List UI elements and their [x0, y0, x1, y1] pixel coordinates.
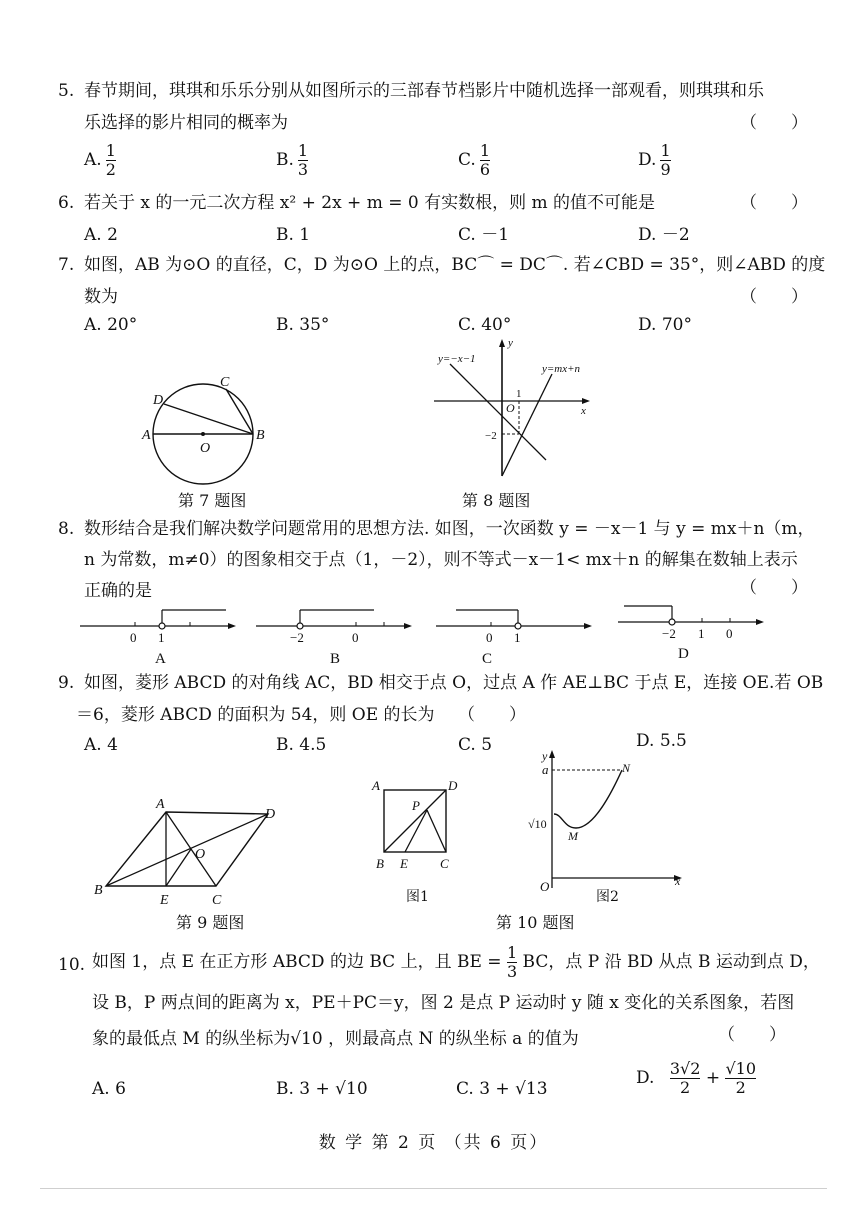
q8-answer-paren: （ ） [740, 578, 808, 598]
q10-option-c: C. 3 + √13 [456, 1079, 548, 1099]
q10-fig1-caption: 图1 [406, 889, 429, 905]
q8-line3: 正确的是 [84, 581, 152, 601]
q7-option-d: D. 70° [638, 315, 692, 335]
q10-answer-paren: （ ） [718, 1025, 786, 1045]
q8-tick-minus2: −2 [485, 430, 497, 442]
q9-rhombus-figure [92, 794, 292, 914]
q5-option-label: A. [84, 150, 102, 170]
q10-fig2-caption: 图2 [596, 889, 619, 905]
q5-option-numerator: 1 [297, 141, 309, 160]
q10-option-d-frac2 [725, 1060, 756, 1097]
q10-fig1-label-c: C [440, 856, 449, 871]
q10-fig1-label-d: D [448, 778, 458, 793]
q9-label-c: C [212, 893, 222, 908]
q10-fig1-label-e: E [400, 856, 408, 871]
q5-option-label: C. [458, 150, 476, 170]
q10-fig2-sqrt10: √10 [528, 817, 547, 831]
q6-answer-paren: （ ） [740, 193, 808, 213]
q5-option-fraction [106, 142, 116, 179]
q10-option-a: A. 6 [92, 1079, 126, 1099]
q10-fig1-square [370, 776, 460, 876]
q10-fig1-label-b: B [376, 856, 384, 871]
q5-option-denominator: 9 [660, 160, 671, 179]
q10-fig2-x-label: x [675, 874, 681, 888]
q9-option-d: D. 5.5 [636, 731, 687, 751]
q7-label-o: O [200, 441, 211, 456]
q10-d-d1: 2 [680, 1078, 691, 1097]
q5-option-numerator: 1 [660, 141, 671, 160]
q7-option-c: C. 40° [458, 315, 512, 335]
q8-b-tick-m2: −2 [290, 630, 304, 645]
q6-option-b: B. 1 [276, 225, 311, 245]
q9-line2: ＝6，菱形 ABCD 的面积为 54，则 OE 的长为 [76, 705, 435, 725]
q10-d-plus: + [705, 1068, 721, 1088]
q7-label-c: C [220, 375, 230, 390]
q9-option-b: B. 4.5 [276, 735, 327, 755]
q8-line2: n 为常数，m≠0）的图象相交于点（1，－2），则不等式－x－1< mx＋n 的解集在数轴上表示 [84, 550, 798, 570]
q6-option-c: C. －1 [458, 225, 510, 245]
q7-label-b: B [256, 428, 265, 443]
q5-number: 5. [58, 81, 75, 101]
q5-option-fraction [480, 142, 490, 179]
q5-option-numerator: 1 [105, 141, 116, 160]
q10-d-d2: 2 [735, 1078, 746, 1097]
q8-d-tick-1: 1 [698, 626, 705, 641]
q10-fig1-label-a: A [372, 778, 380, 793]
q5-option-denominator: 3 [297, 160, 309, 179]
q9-number: 9. [58, 673, 75, 693]
q6-number: 6. [58, 193, 75, 213]
q10-fig2-m-label: M [568, 829, 578, 843]
q8-a-letter: A [155, 651, 166, 667]
q5-option-b [276, 142, 308, 179]
q10-frac-one-third [507, 944, 517, 981]
q10-figure-caption: 第 10 题图 [496, 913, 575, 932]
q7-figure-caption: 第 7 题图 [178, 491, 247, 510]
q8-d-letter: D [678, 646, 689, 662]
q7-circle-figure [140, 370, 280, 490]
q9-figure-caption: 第 9 题图 [176, 913, 245, 932]
q6-option-d: D. －2 [638, 225, 690, 245]
q5-option-label: B. [276, 150, 294, 170]
q5-option-fraction [660, 142, 670, 179]
q10-line1 [92, 944, 820, 981]
q8-numberline-c [436, 600, 596, 666]
q5-option-a [84, 142, 116, 179]
q10-number: 10. [58, 955, 86, 975]
q9-option-c: C. 5 [458, 735, 493, 755]
q5-option-label: D. [638, 150, 657, 170]
q5-option-c [458, 142, 490, 179]
q8-c-letter: C [482, 651, 493, 667]
q10-fig2-graph [520, 748, 690, 898]
q10-line1-b: BC，点 P 沿 BD 从点 B 运动到点 D， [522, 952, 820, 972]
q8-d-tick-m2: −2 [662, 626, 676, 641]
q8-d-tick-0: 0 [726, 626, 733, 641]
q5-option-fraction [298, 142, 308, 179]
q5-answer-paren: （ ） [740, 113, 808, 133]
q10-fig2-origin: O [540, 879, 550, 894]
q10-frac-num: 1 [506, 943, 518, 962]
q10-fig2-a-label: a [542, 762, 549, 777]
q8-numberline-d [618, 596, 778, 662]
q7-line2: 数为 [84, 287, 118, 307]
q9-line1: 如图，菱形 ABCD 的对角线 AC，BD 相交于点 O，过点 A 作 AE⊥BC 于点 E，连接 OE.若 OB [84, 673, 824, 693]
q10-option-d [636, 1060, 756, 1097]
q8-origin-label: O [506, 401, 515, 415]
q9-label-a: A [156, 797, 165, 812]
q9-answer-paren: （ ） [458, 705, 526, 725]
q8-tick-1: 1 [516, 388, 522, 400]
q10-fig2-y-label: y [542, 749, 548, 763]
q7-line1: 如图，AB 为⊙O 的直径，C，D 为⊙O 上的点，BC⌒ = DC⌒. 若∠CBD = 35°，则∠ABD 的度 [84, 255, 826, 275]
q8-line2-label: y=mx+n [542, 363, 581, 375]
q8-graph-figure [430, 336, 600, 486]
q10-d-n2: √10 [725, 1059, 757, 1078]
q8-b-tick-0: 0 [352, 630, 359, 645]
q10-line2: 设 B，P 两点间的距离为 x，PE＋PC＝y，图 2 是点 P 运动时 y 随 x 变化的关系图象，若图 [92, 993, 795, 1013]
q10-option-d-frac1 [670, 1060, 701, 1097]
q8-numberline-b [256, 600, 416, 666]
q7-option-b: B. 35° [276, 315, 330, 335]
q8-figure-caption: 第 8 题图 [462, 491, 531, 510]
q8-c-tick-0: 0 [486, 630, 493, 645]
q7-label-d: D [153, 393, 164, 408]
q5-line2: 乐选择的影片相同的概率为 [84, 113, 288, 133]
page-bottom-rule [40, 1188, 827, 1189]
q8-line1-label: y=−x−1 [438, 353, 476, 365]
q5-option-numerator: 1 [479, 141, 490, 160]
q10-d-n1: 3√2 [669, 1059, 701, 1078]
q8-number: 8. [58, 519, 75, 539]
q10-fig1-label-p: P [412, 798, 420, 813]
q8-numberline-a [80, 600, 240, 666]
q9-label-o: O [195, 847, 206, 862]
q7-option-a: A. 20° [84, 315, 138, 335]
q9-label-b: B [94, 883, 103, 898]
q10-frac-den: 3 [506, 962, 518, 981]
q8-b-letter: B [330, 651, 341, 667]
q6-option-a: A. 2 [84, 225, 118, 245]
q10-option-b: B. 3 + √10 [276, 1079, 368, 1099]
q8-line1: 数形结合是我们解决数学问题常用的思想方法. 如图，一次函数 y = －x－1 与 y = mx＋n（m， [84, 519, 815, 539]
q6-line1: 若关于 x 的一元二次方程 x² + 2x + m = 0 有实数根，则 m 的值不可能是 [84, 193, 656, 213]
q5-line1: 春节期间，琪琪和乐乐分别从如图所示的三部春节档影片中随机选择一部观看，则琪琪和乐 [84, 81, 764, 101]
q8-c-tick-1: 1 [514, 630, 521, 645]
q8-y-label: y [508, 337, 513, 349]
q10-fig2-n-label: N [622, 761, 631, 775]
q10-line3: 象的最低点 M 的纵坐标为√10 ，则最高点 N 的纵坐标 a 的值为 [92, 1029, 579, 1049]
q8-a-tick-0: 0 [130, 630, 137, 645]
q5-option-d [638, 142, 671, 179]
page-footer: 数 学 第 2 页 （共 6 页） [318, 1133, 549, 1153]
q9-option-a: A. 4 [84, 735, 118, 755]
q7-answer-paren: （ ） [740, 287, 808, 307]
q5-option-denominator: 2 [105, 160, 116, 179]
q9-label-e: E [160, 893, 169, 908]
q5-option-denominator: 6 [479, 160, 490, 179]
q10-option-d-label: D. [636, 1068, 655, 1088]
q8-x-label: x [581, 405, 586, 417]
q10-line1-a: 如图 1，点 E 在正方形 ABCD 的边 BC 上，且 BE = [92, 952, 502, 972]
q7-number: 7. [58, 255, 75, 275]
q8-a-tick-1: 1 [158, 630, 165, 645]
q9-label-d: D [265, 807, 276, 822]
q7-label-a: A [142, 428, 151, 443]
